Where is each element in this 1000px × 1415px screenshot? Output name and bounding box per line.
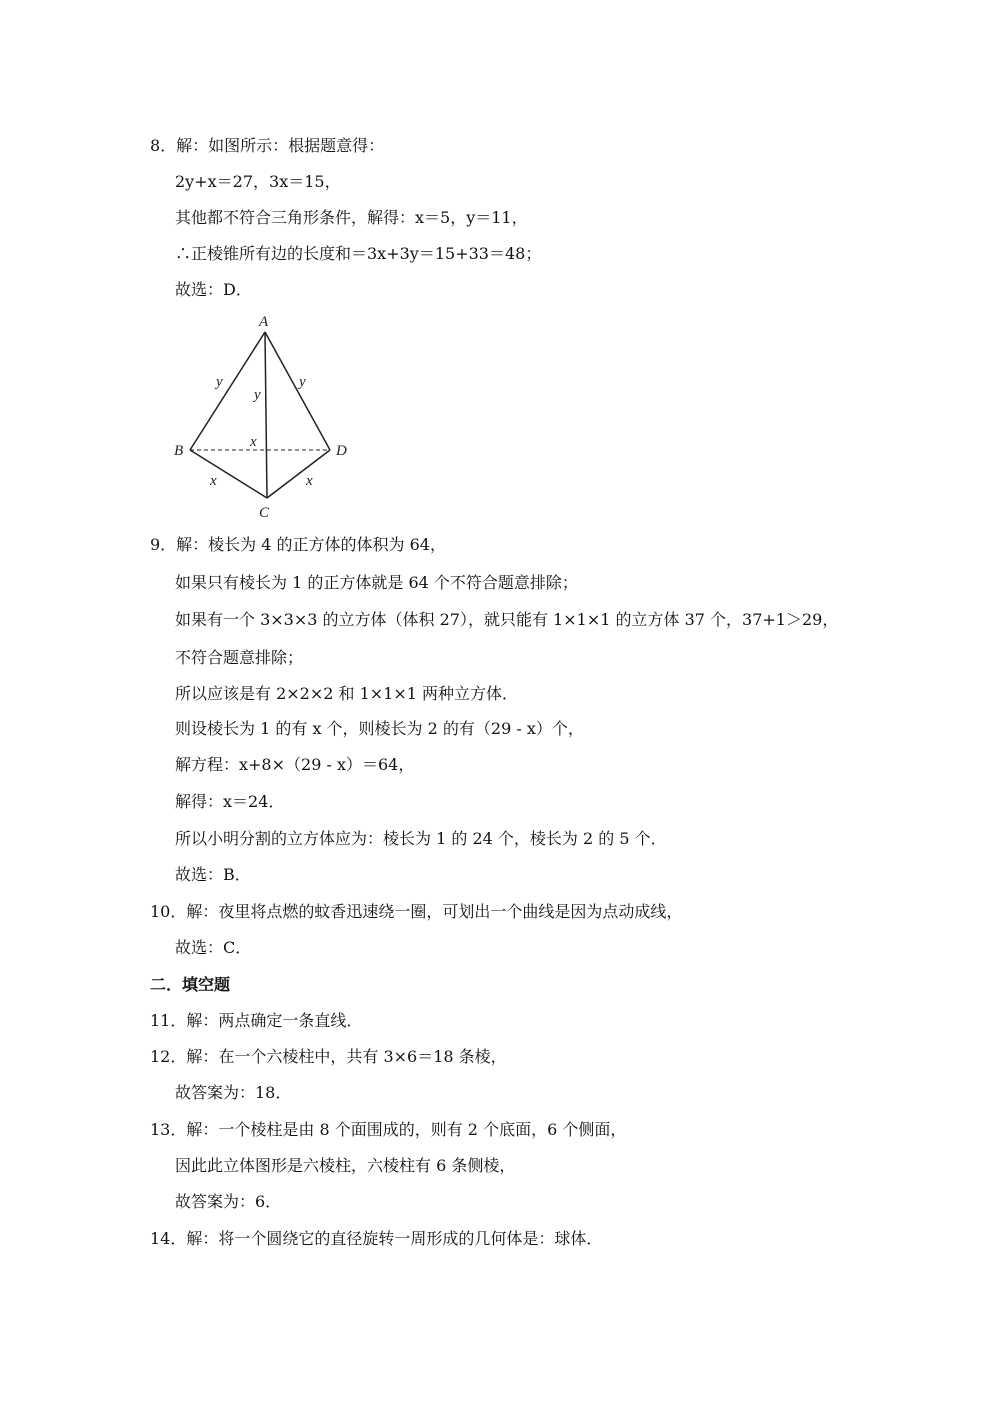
q9-line-4: 所以应该是有 2×2×2 和 1×1×1 两种立方体．	[175, 684, 519, 703]
q9-line-1: 如果只有棱长为 1 的正方体就是 64 个不符合题意排除；	[175, 573, 578, 592]
edge-ab-label: y	[216, 374, 223, 390]
section-heading: 二．填空题	[150, 975, 231, 994]
edge-ad-label: y	[299, 374, 306, 390]
vertex-c-label: C	[259, 505, 270, 521]
vertex-a-label: A	[259, 314, 269, 330]
q8-line-3: ∴正棱锥所有边的长度和＝3x+3y＝15+33＝48；	[175, 244, 542, 263]
pyramid-figure	[170, 312, 360, 522]
edge-ac	[265, 332, 267, 498]
q10-title: 10．解：夜里将点燃的蚊香迅速绕一圈，可划出一个曲线是因为点动成线，	[150, 902, 683, 921]
edge-bc	[190, 450, 267, 498]
q14-title: 14．解：将一个圆绕它的直径旋转一周形成的几何体是：球体．	[150, 1229, 603, 1248]
q12-line-1: 故答案为：18．	[175, 1083, 292, 1102]
q13-title: 13．解：一个棱柱是由 8 个面围成的，则有 2 个底面，6 个侧面，	[150, 1120, 627, 1139]
q9-line-8: 所以小明分割的立方体应为：棱长为 1 的 24 个，棱长为 2 的 5 个．	[175, 829, 667, 848]
vertex-d-label: D	[336, 443, 347, 459]
q9-line-5: 则设棱长为 1 的有 x 个，则棱长为 2 的有（29 - x）个，	[175, 719, 584, 738]
edge-cd-label: x	[306, 473, 313, 489]
q12-title: 12．解：在一个六棱柱中，共有 3×6＝18 条棱，	[150, 1047, 507, 1066]
edge-cd	[267, 450, 330, 498]
vertex-b-label: B	[174, 443, 184, 459]
q8-line-1: 2y+x＝27，3x＝15，	[175, 172, 341, 191]
q8-title: 8．解：如图所示：根据题意得：	[150, 136, 385, 155]
edge-bd-label: x	[250, 434, 257, 450]
q10-line-1: 故选：C．	[175, 938, 252, 957]
q9-title: 9．解：棱长为 4 的正方体的体积为 64，	[150, 535, 446, 554]
q8-line-4: 故选：D．	[175, 280, 252, 299]
q9-line-7: 解得：x＝24．	[175, 792, 285, 811]
q9-line-6: 解方程：x+8×（29 - x）＝64，	[175, 755, 415, 774]
q9-line-3: 不符合题意排除；	[175, 648, 304, 667]
q9-line-9: 故选：B．	[175, 865, 251, 884]
q13-line-2: 故答案为：6．	[175, 1192, 282, 1211]
q13-line-1: 因此此立体图形是六棱柱，六棱柱有 6 条侧棱，	[175, 1156, 516, 1175]
q9-line-2: 如果有一个 3×3×3 的立方体（体积 27），就只能有 1×1×1 的立方体 37 个，37+1＞29，	[175, 610, 839, 629]
edge-ac-label: y	[254, 387, 261, 403]
q11-title: 11．解：两点确定一条直线．	[150, 1011, 363, 1030]
edge-bc-label: x	[210, 473, 217, 489]
q8-line-2: 其他都不符合三角形条件，解得：x＝5，y＝11，	[175, 208, 528, 227]
edge-ad	[265, 332, 330, 450]
